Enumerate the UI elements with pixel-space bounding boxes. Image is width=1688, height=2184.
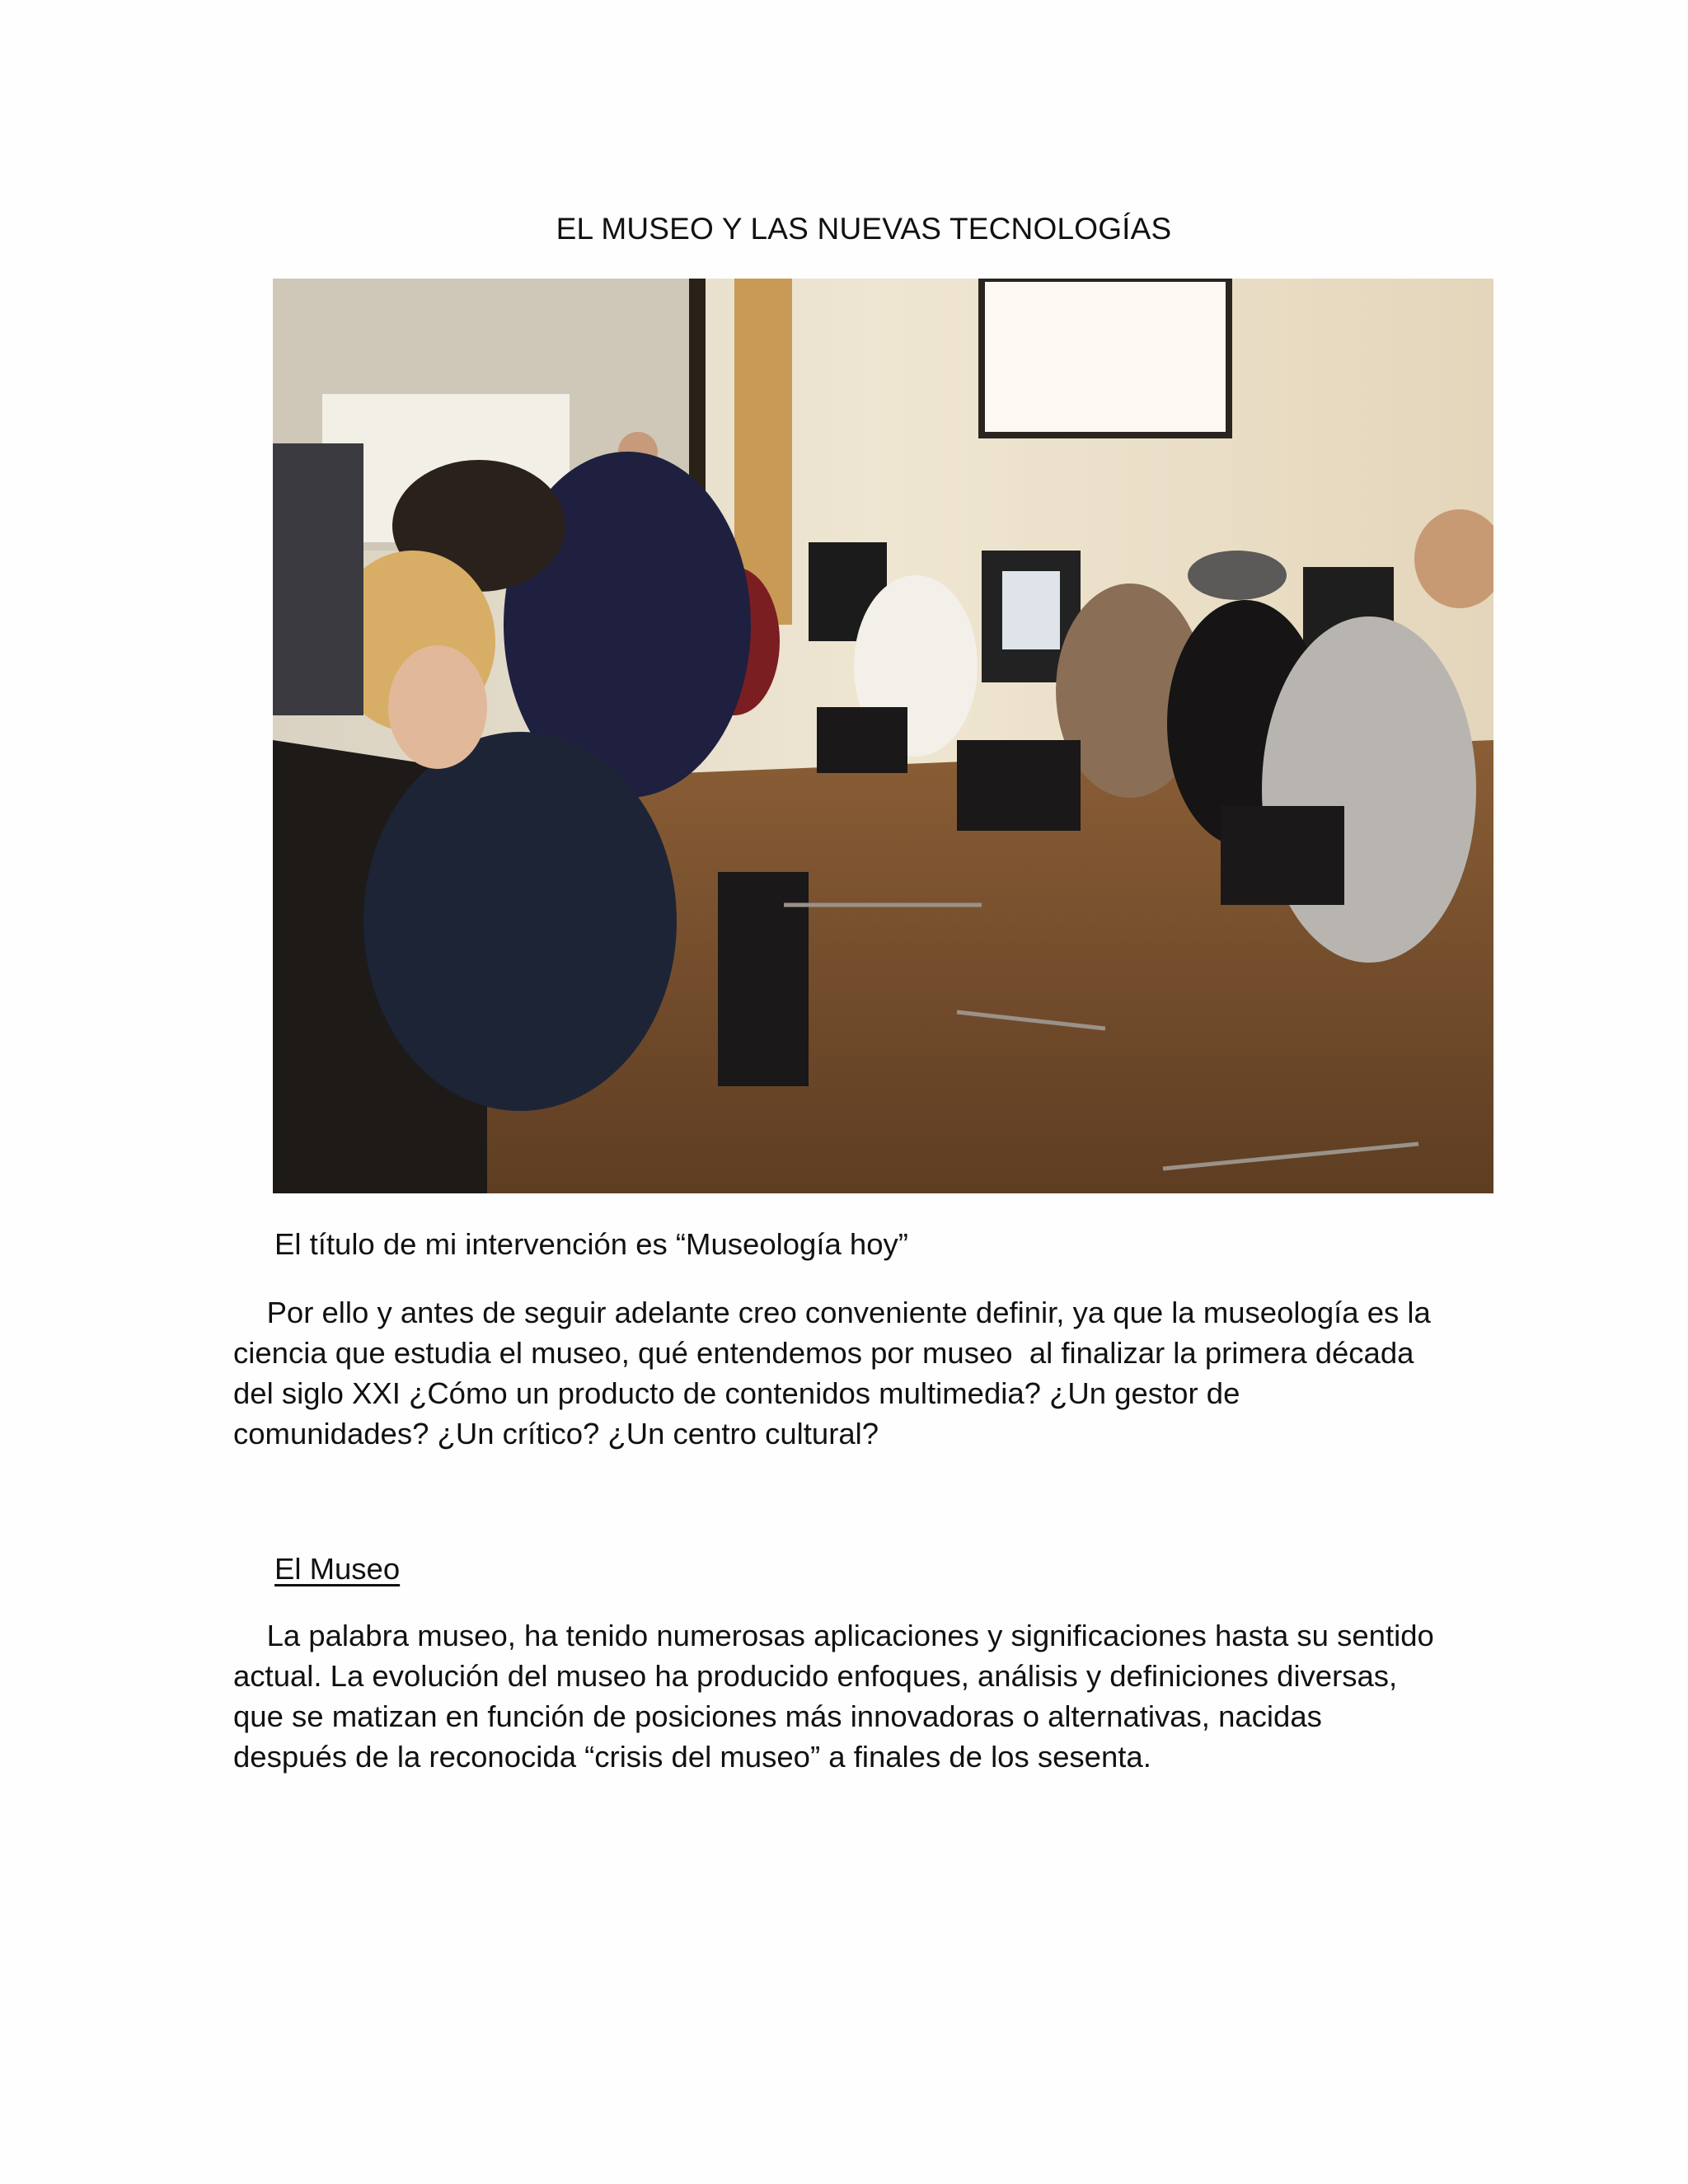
paragraph2-line: La palabra museo, ha tenido numerosas aplicaciones y significaciones hasta su sentido <box>233 1619 1434 1652</box>
paragraph1-line: comunidades? ¿Un crítico? ¿Un centro cultural? <box>233 1417 879 1451</box>
paragraph1-line: del siglo XXI ¿Cómo un producto de contenidos multimedia? ¿Un gestor de <box>233 1376 1240 1410</box>
intro-line: El título de mi intervención es “Museología hoy” <box>274 1227 908 1261</box>
paragraph1-line: Por ello y antes de seguir adelante creo conveniente definir, ya que la museología es la <box>233 1296 1431 1329</box>
museum-visitors-photo <box>273 279 1493 1193</box>
paragraph2-line: actual. La evolución del museo ha producido enfoques, análisis y definiciones diversas, <box>233 1659 1398 1693</box>
document-title: EL MUSEO Y LAS NUEVAS TECNOLOGÍAS <box>556 212 1172 246</box>
paragraph2-line: que se matizan en función de posiciones más innovadoras o alternativas, nacidas <box>233 1699 1322 1733</box>
paragraph2-line: después de la reconocida “crisis del museo” a finales de los sesenta. <box>233 1740 1151 1774</box>
paragraph1-line: ciencia que estudia el museo, qué entendemos por museo al finalizar la primera década <box>233 1336 1414 1370</box>
section-heading: El Museo <box>274 1552 401 1586</box>
